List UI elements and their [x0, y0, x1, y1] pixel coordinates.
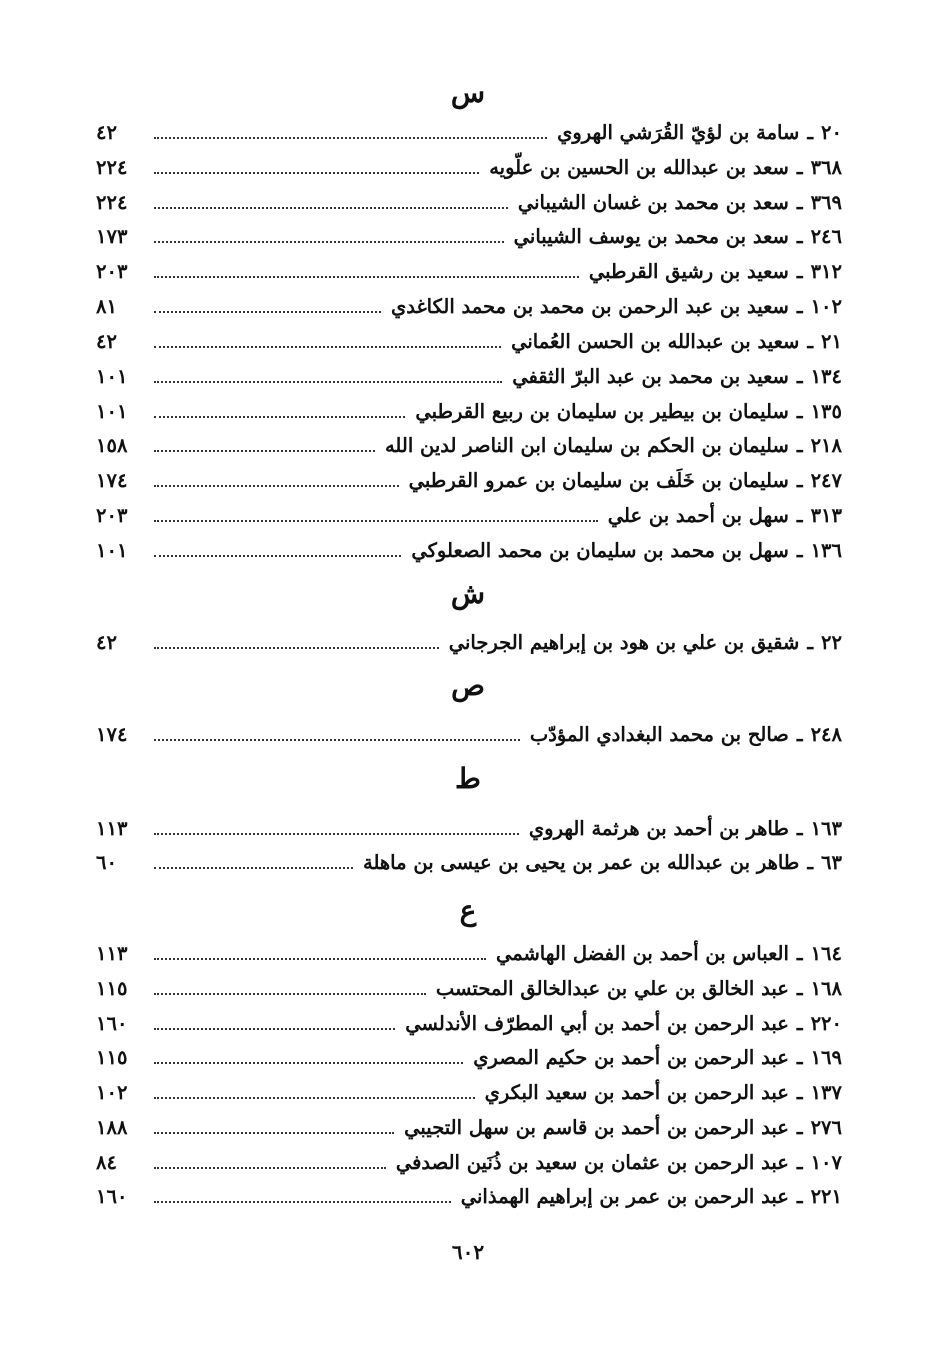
entry-page: ١٠٢	[96, 1081, 128, 1104]
index-entry	[96, 186, 842, 216]
entry-number: ١٠٢	[810, 295, 842, 318]
dot-leader	[154, 1062, 463, 1064]
entry-name: سعيد بن محمد بن عبد البرّ الثقفي	[512, 365, 789, 388]
entry-dash: ـ	[796, 1081, 803, 1104]
dot-leader	[154, 1201, 451, 1203]
entry-page: ١٧٤	[96, 723, 128, 746]
entry-page: ٨٤	[96, 1151, 117, 1174]
entry-dash: ـ	[796, 817, 803, 840]
dot-leader	[154, 1167, 386, 1169]
entry-number: ٢٤٦	[810, 225, 842, 248]
entry-name: سهل بن محمد بن سليمان بن محمد الصعلوكي	[411, 539, 789, 562]
entry-page: ١١٣	[96, 942, 128, 965]
entry-page: ٤٢	[96, 330, 117, 353]
entry-number: ١٦٨	[810, 977, 842, 1000]
entry-page: ٢٢٤	[96, 191, 128, 214]
section-letter-sad: ص	[451, 669, 485, 702]
entry-page: ١٠١	[96, 400, 128, 423]
entry-page: ٢٠٣	[96, 504, 128, 527]
index-entry	[96, 499, 842, 529]
entry-dash: ـ	[796, 156, 803, 179]
dot-leader	[154, 1132, 394, 1134]
entry-name: عبد الرحمن بن عثمان بن سعيد بن ذُنَين الصدفي	[395, 1151, 789, 1174]
entry-number: ١٣٧	[810, 1081, 842, 1104]
dot-leader	[154, 241, 504, 243]
index-entry	[96, 290, 842, 320]
dot-leader	[154, 485, 399, 487]
index-entry	[96, 360, 842, 390]
entry-number: ١٦٤	[810, 942, 842, 965]
entry-name: سعيد بن رشيق القرطبي	[588, 260, 789, 283]
index-entry	[96, 1007, 842, 1037]
entry-name: عبد الخالق بن علي بن عبدالخالق المحتسب	[435, 977, 789, 1000]
entry-number: ١٣٤	[810, 365, 842, 388]
entry-name: سهل بن أحمد بن علي	[607, 504, 789, 527]
dot-leader	[154, 276, 579, 278]
entry-number: ٢٢٠	[810, 1012, 842, 1035]
dot-leader	[154, 958, 486, 960]
entry-name: عبد الرحمن بن أحمد بن سعيد البكري	[484, 1081, 789, 1104]
entry-number: ٢١٨	[810, 434, 842, 457]
entry-name: سليمان بن بيطير بن سليمان بن ربيع القرطبي	[415, 400, 789, 423]
entry-name: شقيق بن علي بن هود بن إبراهيم الجرجاني	[448, 631, 800, 654]
entry-dash: ـ	[796, 191, 803, 214]
entry-dash: ـ	[796, 1046, 803, 1069]
entry-name: سعد بن محمد بن يوسف الشيباني	[513, 225, 789, 248]
entry-number: ٢٠	[821, 121, 842, 144]
entry-number: ١٣٦	[810, 539, 842, 562]
entry-name: سعد بن عبدالله بن الحسين بن علّويه	[489, 156, 789, 179]
entry-number: ١٦٣	[810, 817, 842, 840]
entry-number: ١٣٥	[810, 400, 842, 423]
entry-dash: ـ	[796, 723, 803, 746]
entry-number: ٣١٢	[810, 260, 842, 283]
entry-number: ٢٢	[821, 631, 842, 654]
entry-name: سليمان بن خَلَف بن سليمان بن عمرو القرطبي	[408, 469, 789, 492]
index-entry	[96, 151, 842, 181]
dot-leader	[154, 381, 502, 383]
entry-dash: ـ	[796, 295, 803, 318]
index-entry	[96, 812, 842, 842]
entry-page: ١٧٤	[96, 469, 128, 492]
entry-number: ٢٧٦	[810, 1116, 842, 1139]
index-entry	[96, 325, 842, 355]
index-entry	[96, 464, 842, 494]
index-entry	[96, 220, 842, 250]
dot-leader	[154, 867, 353, 869]
dot-leader	[154, 1028, 395, 1030]
entry-number: ٢٤٧	[810, 469, 842, 492]
dot-leader	[154, 311, 381, 313]
entry-page: ٦٠	[96, 851, 117, 874]
entry-page: ١٠١	[96, 365, 128, 388]
entry-number: ٣٦٩	[810, 191, 842, 214]
entry-dash: ـ	[807, 851, 814, 874]
entry-name: العباس بن أحمد بن الفضل الهاشمي	[495, 942, 789, 965]
entry-page: ٨١	[96, 295, 117, 318]
entry-dash: ـ	[796, 942, 803, 965]
entry-page: ١١٣	[96, 817, 128, 840]
index-entry	[96, 626, 842, 656]
entry-name: سعيد بن عبد الرحمن بن محمد بن محمد الكاغدي	[390, 295, 789, 318]
index-entry	[96, 429, 842, 459]
entry-page: ١٠١	[96, 539, 128, 562]
entry-number: ٢٢١	[810, 1185, 842, 1208]
entry-number: ٢١	[821, 330, 842, 353]
index-entry	[96, 972, 842, 1002]
entry-number: ١٠٧	[810, 1151, 842, 1174]
dot-leader	[154, 416, 405, 418]
section-letter-ta: ط	[455, 762, 481, 795]
entry-dash: ـ	[796, 977, 803, 1000]
entry-dash: ـ	[796, 434, 803, 457]
dot-leader	[154, 520, 598, 522]
entry-page: ٢٠٣	[96, 260, 128, 283]
entry-name: سليمان بن الحكم بن سليمان ابن الناصر لدين الله	[384, 434, 789, 457]
entry-page: ٤٢	[96, 121, 117, 144]
index-entry	[96, 1076, 842, 1106]
index-entry	[96, 1146, 842, 1176]
entry-name: طاهر بن أحمد بن هرثمة الهروي	[528, 817, 789, 840]
entry-page: ١٦٠	[96, 1012, 128, 1035]
index-entry	[96, 1041, 842, 1071]
index-entry	[96, 846, 842, 876]
dot-leader	[154, 207, 508, 209]
entry-dash: ـ	[796, 225, 803, 248]
dot-leader	[154, 739, 520, 741]
entry-number: ٢٤٨	[810, 723, 842, 746]
section-letter-sin: س	[450, 76, 486, 109]
dot-leader	[154, 346, 501, 348]
entry-name: عبد الرحمن بن أحمد بن حكيم المصري	[473, 1046, 789, 1069]
section-letter-ayn: ع	[459, 894, 477, 927]
dot-leader	[154, 172, 479, 174]
index-entry	[96, 937, 842, 967]
entry-dash: ـ	[796, 1012, 803, 1035]
entry-dash: ـ	[796, 400, 803, 423]
entry-number: ٣٦٨	[810, 156, 842, 179]
entry-dash: ـ	[796, 260, 803, 283]
index-entry	[96, 395, 842, 425]
entry-dash: ـ	[796, 469, 803, 492]
entry-number: ٦٣	[821, 851, 842, 874]
entry-dash: ـ	[796, 365, 803, 388]
entry-dash: ـ	[796, 504, 803, 527]
dot-leader	[154, 450, 375, 452]
entry-page: ١٨٨	[96, 1116, 128, 1139]
entry-name: عبد الرحمن بن عمر بن إبراهيم الهمذاني	[460, 1185, 789, 1208]
index-entry	[96, 1111, 842, 1141]
entry-dash: ـ	[796, 1185, 803, 1208]
entry-dash: ـ	[807, 631, 814, 654]
index-entry	[96, 534, 842, 564]
entry-page: ١٧٣	[96, 225, 128, 248]
section-letter-shin: ش	[450, 577, 486, 610]
entry-dash: ـ	[807, 121, 814, 144]
entry-page: ١١٥	[96, 977, 128, 1000]
entry-dash: ـ	[807, 330, 814, 353]
entry-dash: ـ	[796, 1151, 803, 1174]
index-entry	[96, 718, 842, 748]
entry-dash: ـ	[796, 539, 803, 562]
entry-page: ٤٢	[96, 631, 117, 654]
dot-leader	[154, 555, 401, 557]
entry-name: سامة بن لؤيّ القُرَشي الهروي	[557, 121, 800, 144]
entry-name: طاهر بن عبدالله بن عمر بن يحيى بن عيسى بن ماهلة	[362, 851, 800, 874]
entry-name: عبد الرحمن بن أحمد بن قاسم بن سهل التجيبي	[404, 1116, 789, 1139]
entry-page: ١٦٠	[96, 1185, 128, 1208]
entry-number: ١٦٩	[810, 1046, 842, 1069]
entry-dash: ـ	[796, 1116, 803, 1139]
dot-leader	[154, 647, 439, 649]
dot-leader	[154, 993, 426, 995]
page-number: ٦٠٢	[451, 1240, 485, 1264]
index-entry	[96, 116, 842, 146]
index-entry	[96, 255, 842, 285]
entry-page: ٢٢٤	[96, 156, 128, 179]
entry-name: سعد بن محمد بن غسان الشيباني	[517, 191, 789, 214]
index-entry	[96, 1180, 842, 1210]
dot-leader	[154, 833, 519, 835]
entry-name: سعيد بن عبدالله بن الحسن العُماني	[511, 330, 800, 353]
entry-page: ١٥٨	[96, 434, 128, 457]
dot-leader	[154, 1097, 475, 1099]
entry-name: صالح بن محمد البغدادي المؤدّب	[529, 723, 789, 746]
entry-page: ١١٥	[96, 1046, 128, 1069]
entry-name: عبد الرحمن بن أحمد بن أبي المطرّف الأندلسي	[405, 1012, 789, 1035]
entry-number: ٣١٣	[810, 504, 842, 527]
dot-leader	[154, 137, 547, 139]
